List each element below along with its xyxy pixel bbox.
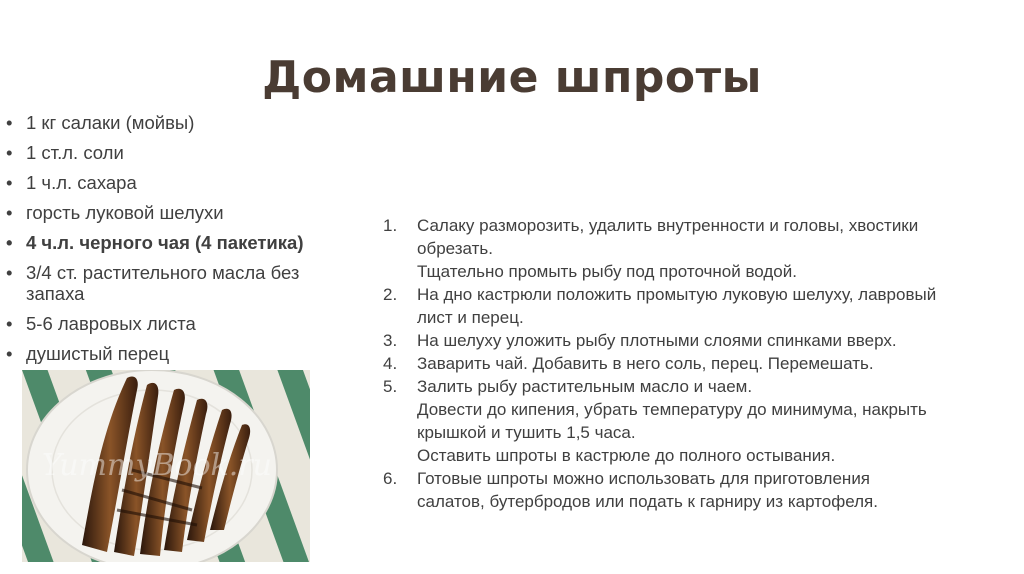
step-text: крышкой и тушить 1,5 часа. [417, 423, 636, 442]
ingredient-text: 5-6 лавровых листа [26, 313, 196, 334]
instruction-step [383, 352, 1013, 375]
ingredient-item [6, 202, 346, 223]
bullet-icon: • [6, 232, 13, 253]
step-text: Тщательно промыть рыбу под проточной водой. [417, 262, 797, 281]
step-text: На дно кастрюли положить промытую луковую шелуху, лавровый [417, 285, 937, 304]
ingredient-item [6, 172, 346, 193]
bullet-icon: • [6, 313, 13, 334]
step-text: Залить рыбу растительным масло и чаем. [417, 377, 753, 396]
step-text: Заварить чай. Добавить в него соль, перец. Перемешать. [417, 354, 874, 373]
ingredient-item [6, 232, 346, 253]
bullet-icon: • [6, 142, 13, 163]
ingredient-text: 3/4 ст. растительного масла без запаха [26, 262, 300, 304]
ingredient-text: 1 ч.л. сахара [26, 172, 137, 193]
instruction-step [383, 329, 1013, 352]
ingredient-item [6, 112, 346, 133]
watermark: YummyBook.ru [42, 448, 272, 483]
step-text: Оставить шпроты в кастрюле до полного остывания. [417, 446, 836, 465]
bullet-icon: • [6, 172, 13, 193]
ingredient-text: душистый перец [26, 343, 170, 364]
step-text: обрезать. [417, 239, 493, 258]
step-text: салатов, бутербродов или подать к гарниру из картофеля. [417, 492, 878, 511]
ingredient-item [6, 343, 346, 364]
instruction-step [383, 467, 1013, 513]
fish-photo [22, 370, 310, 562]
ingredient-item [6, 313, 346, 334]
instruction-step [383, 283, 1013, 329]
page-title: Домашние шпроты [262, 52, 762, 103]
ingredients-list [6, 112, 346, 373]
bullet-icon: • [6, 112, 13, 133]
ingredient-text: горсть луковой шелухи [26, 202, 224, 223]
step-number: 1. [383, 216, 398, 235]
step-text: Довести до кипения, убрать температуру до минимума, накрыть [417, 400, 927, 419]
bullet-icon: • [6, 343, 13, 364]
step-text: На шелуху уложить рыбу плотными слоями спинками вверх. [417, 331, 897, 350]
step-text: Готовые шпроты можно использовать для приготовления [417, 469, 871, 488]
step-number: 6. [383, 469, 398, 488]
step-number: 3. [383, 331, 398, 350]
step-text: Салаку разморозить, удалить внутренности и головы, хвостики [417, 216, 919, 235]
ingredient-item [6, 262, 346, 304]
bullet-icon: • [6, 202, 13, 223]
step-number: 4. [383, 354, 398, 373]
ingredient-text: 4 ч.л. черного чая (4 пакетика) [26, 232, 304, 253]
ingredient-text: 1 кг салаки (мойвы) [26, 112, 195, 133]
ingredient-item [6, 142, 346, 163]
bullet-icon: • [6, 262, 13, 283]
smoked-sprats-image [22, 370, 310, 562]
instruction-step [383, 375, 1013, 467]
instructions-list [383, 214, 1013, 513]
step-number: 5. [383, 377, 398, 396]
ingredient-text: 1 ст.л. соли [26, 142, 124, 163]
step-number: 2. [383, 285, 398, 304]
instruction-step [383, 214, 1013, 283]
step-text: лист и перец. [417, 308, 524, 327]
